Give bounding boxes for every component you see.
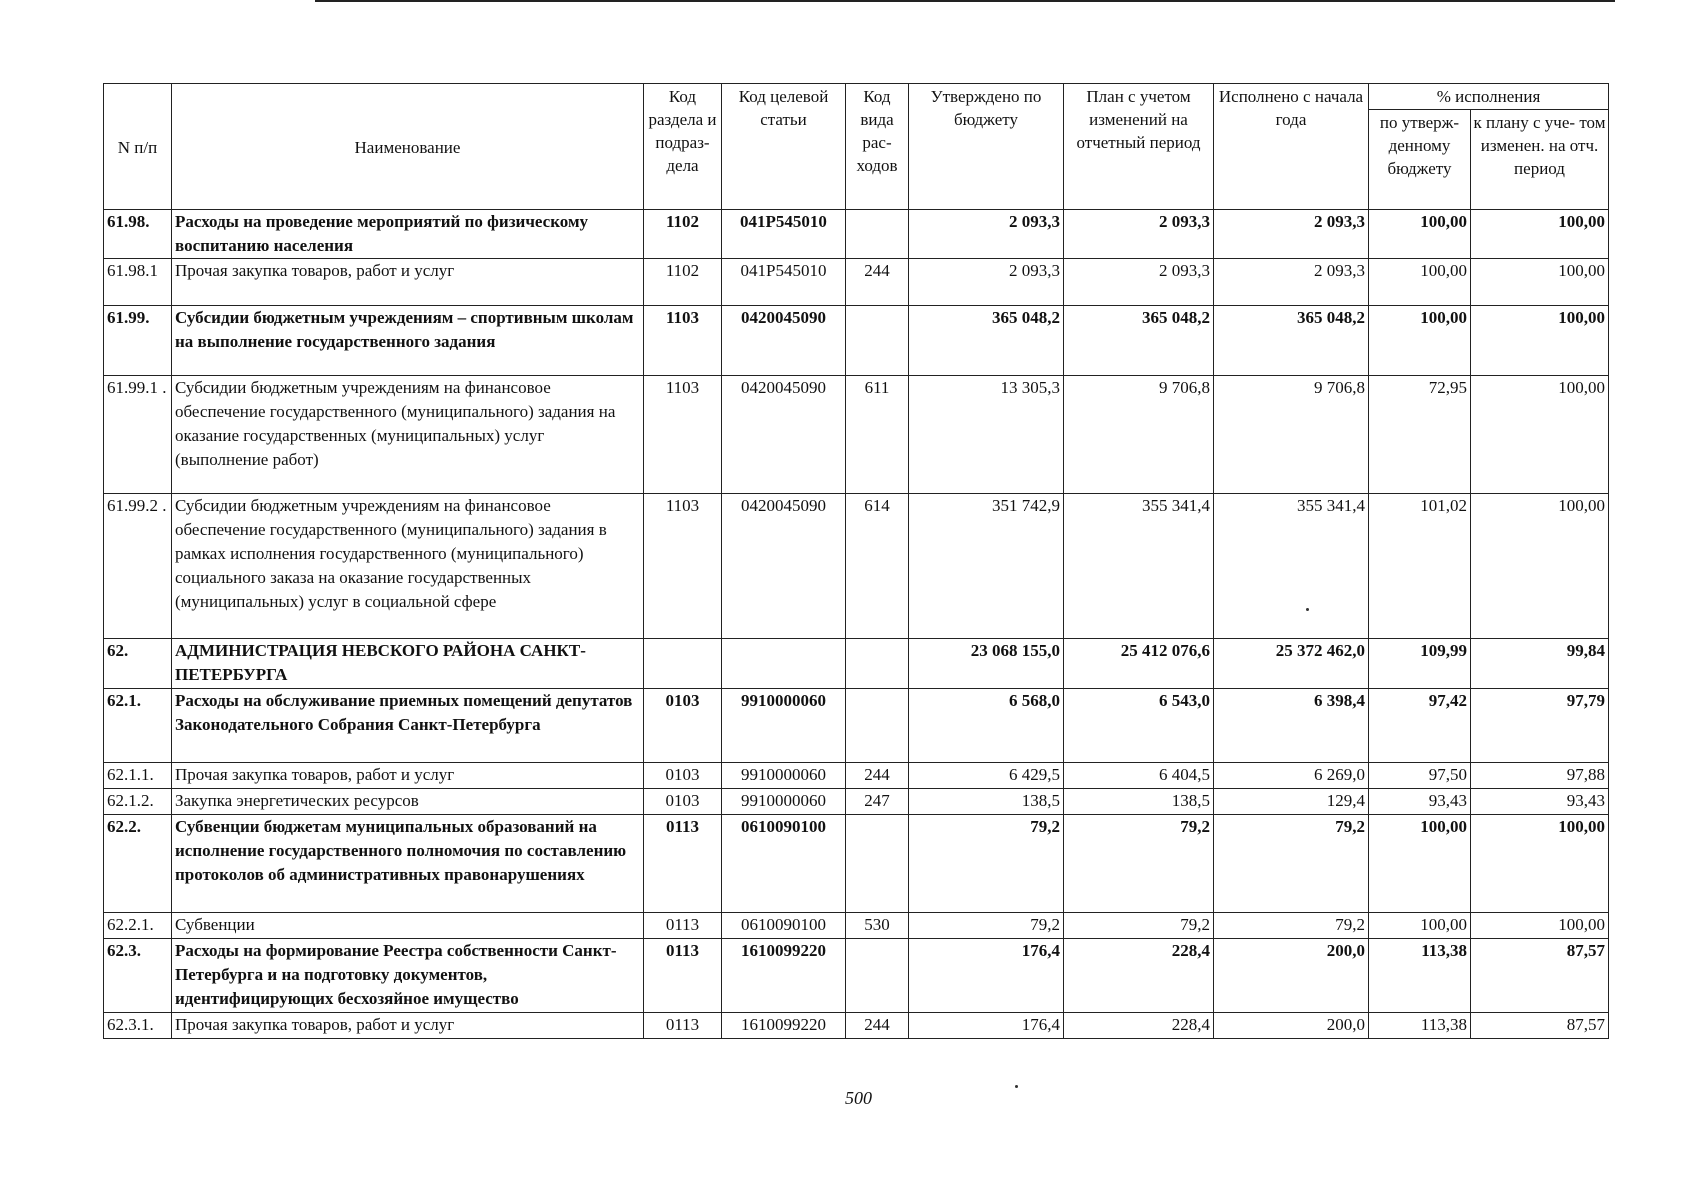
cell-plan: 365 048,2 — [1064, 306, 1214, 376]
cell-name: Субсидии бюджетным учреждениям на финансовое обеспечение государственного (муниципального) задания в рамках исполнения государственного (муниципального) социального заказа на оказание государственных (муниципальных) услуг в социальной сфере — [172, 494, 644, 639]
table-row — [104, 210, 1609, 259]
cell-target — [722, 639, 846, 689]
cell-pct-approved: 100,00 — [1369, 210, 1471, 259]
cell-target: 1610099220 — [722, 1013, 846, 1039]
table-row — [104, 789, 1609, 815]
cell-pct-plan: 100,00 — [1471, 259, 1609, 306]
cell-plan: 79,2 — [1064, 913, 1214, 939]
cell-section: 0103 — [644, 763, 722, 789]
cell-name: Прочая закупка товаров, работ и услуг — [172, 1013, 644, 1039]
cell-executed: 6 398,4 — [1214, 689, 1369, 763]
cell-kind — [846, 639, 909, 689]
col-header-pct-group: % исполнения — [1369, 84, 1609, 110]
cell-pct-approved: 93,43 — [1369, 789, 1471, 815]
cell-num: 62. — [104, 639, 172, 689]
cell-kind — [846, 815, 909, 913]
cell-target: 0420045090 — [722, 376, 846, 494]
cell-section: 1102 — [644, 210, 722, 259]
top-rule — [315, 0, 1615, 2]
cell-pct-plan: 100,00 — [1471, 494, 1609, 639]
cell-kind — [846, 689, 909, 763]
cell-num: 62.2.1. — [104, 913, 172, 939]
cell-approved: 138,5 — [909, 789, 1064, 815]
col-header-expense-code: Код вида рас- ходов — [846, 84, 909, 210]
cell-approved: 176,4 — [909, 1013, 1064, 1039]
budget-execution-table — [103, 83, 1609, 1039]
table-row — [104, 494, 1609, 639]
cell-approved: 2 093,3 — [909, 210, 1064, 259]
cell-target: 0610090100 — [722, 913, 846, 939]
cell-section: 0113 — [644, 939, 722, 1013]
cell-plan: 25 412 076,6 — [1064, 639, 1214, 689]
cell-executed: 2 093,3 — [1214, 210, 1369, 259]
cell-name: Прочая закупка товаров, работ и услуг — [172, 259, 644, 306]
cell-num: 61.99.2 . — [104, 494, 172, 639]
cell-approved: 351 742,9 — [909, 494, 1064, 639]
cell-pct-approved: 101,02 — [1369, 494, 1471, 639]
cell-plan: 2 093,3 — [1064, 210, 1214, 259]
cell-pct-plan: 93,43 — [1471, 789, 1609, 815]
cell-pct-approved: 100,00 — [1369, 306, 1471, 376]
cell-plan: 9 706,8 — [1064, 376, 1214, 494]
cell-approved: 79,2 — [909, 913, 1064, 939]
cell-section: 1103 — [644, 306, 722, 376]
cell-plan: 6 543,0 — [1064, 689, 1214, 763]
table-row — [104, 689, 1609, 763]
cell-name: Расходы на формирование Реестра собственности Санкт-Петербурга и на подготовку документов, идентифицирующих бесхозяйное имущество — [172, 939, 644, 1013]
table-row — [104, 376, 1609, 494]
cell-name: Прочая закупка товаров, работ и услуг — [172, 763, 644, 789]
col-header-approved: Утверждено по бюджету — [909, 84, 1064, 210]
cell-pct-plan: 97,79 — [1471, 689, 1609, 763]
cell-target: 041P545010 — [722, 259, 846, 306]
cell-pct-approved: 109,99 — [1369, 639, 1471, 689]
cell-target: 041P545010 — [722, 210, 846, 259]
cell-executed: 79,2 — [1214, 815, 1369, 913]
cell-kind — [846, 210, 909, 259]
cell-plan: 2 093,3 — [1064, 259, 1214, 306]
cell-name: Расходы на обслуживание приемных помещений депутатов Законодательного Собрания Санкт-Петербурга — [172, 689, 644, 763]
cell-name: АДМИНИСТРАЦИЯ НЕВСКОГО РАЙОНА САНКТ-ПЕТЕРБУРГА — [172, 639, 644, 689]
cell-name: Субсидии бюджетным учреждениям – спортивным школам на выполнение государственного задания — [172, 306, 644, 376]
cell-approved: 2 093,3 — [909, 259, 1064, 306]
cell-approved: 176,4 — [909, 939, 1064, 1013]
cell-plan: 355 341,4 — [1064, 494, 1214, 639]
table-row — [104, 639, 1609, 689]
cell-name: Субвенции — [172, 913, 644, 939]
cell-kind — [846, 939, 909, 1013]
cell-plan: 138,5 — [1064, 789, 1214, 815]
cell-executed: 25 372 462,0 — [1214, 639, 1369, 689]
cell-plan: 228,4 — [1064, 939, 1214, 1013]
cell-pct-approved: 100,00 — [1369, 913, 1471, 939]
cell-num: 61.99. — [104, 306, 172, 376]
cell-section: 0103 — [644, 689, 722, 763]
cell-pct-plan: 100,00 — [1471, 815, 1609, 913]
cell-executed: 200,0 — [1214, 939, 1369, 1013]
cell-kind: 247 — [846, 789, 909, 815]
cell-plan: 6 404,5 — [1064, 763, 1214, 789]
cell-pct-plan: 87,57 — [1471, 1013, 1609, 1039]
cell-executed: 9 706,8 — [1214, 376, 1369, 494]
cell-num: 61.98. — [104, 210, 172, 259]
cell-target: 9910000060 — [722, 689, 846, 763]
cell-plan: 228,4 — [1064, 1013, 1214, 1039]
cell-approved: 6 429,5 — [909, 763, 1064, 789]
cell-target: 9910000060 — [722, 763, 846, 789]
cell-num: 62.1.2. — [104, 789, 172, 815]
cell-num: 62.2. — [104, 815, 172, 913]
cell-target: 0610090100 — [722, 815, 846, 913]
cell-kind — [846, 306, 909, 376]
cell-section: 1103 — [644, 376, 722, 494]
cell-num: 61.98.1 — [104, 259, 172, 306]
col-header-executed: Исполнено с начала года — [1214, 84, 1369, 210]
scan-speck — [1306, 608, 1309, 611]
cell-pct-plan: 99,84 — [1471, 639, 1609, 689]
cell-executed: 79,2 — [1214, 913, 1369, 939]
cell-pct-plan: 100,00 — [1471, 306, 1609, 376]
cell-kind: 244 — [846, 259, 909, 306]
cell-name: Субвенции бюджетам муниципальных образований на исполнение государственного полномочия по составлению протоколов об административных правонарушениях — [172, 815, 644, 913]
cell-pct-approved: 100,00 — [1369, 259, 1471, 306]
col-header-target-code: Код целевой статьи — [722, 84, 846, 210]
cell-pct-approved: 97,50 — [1369, 763, 1471, 789]
cell-num: 62.3.1. — [104, 1013, 172, 1039]
cell-approved: 13 305,3 — [909, 376, 1064, 494]
cell-num: 62.1.1. — [104, 763, 172, 789]
table-row — [104, 815, 1609, 913]
cell-section: 1103 — [644, 494, 722, 639]
cell-pct-approved: 113,38 — [1369, 939, 1471, 1013]
cell-section: 0113 — [644, 815, 722, 913]
cell-pct-plan: 97,88 — [1471, 763, 1609, 789]
cell-pct-approved: 72,95 — [1369, 376, 1471, 494]
cell-num: 62.1. — [104, 689, 172, 763]
cell-pct-approved: 113,38 — [1369, 1013, 1471, 1039]
cell-executed: 355 341,4 — [1214, 494, 1369, 639]
cell-executed: 129,4 — [1214, 789, 1369, 815]
cell-section: 0103 — [644, 789, 722, 815]
cell-plan: 79,2 — [1064, 815, 1214, 913]
cell-kind: 530 — [846, 913, 909, 939]
cell-section: 0113 — [644, 913, 722, 939]
table-row — [104, 306, 1609, 376]
table-row — [104, 763, 1609, 789]
cell-num: 61.99.1 . — [104, 376, 172, 494]
cell-section: 0113 — [644, 1013, 722, 1039]
cell-executed: 365 048,2 — [1214, 306, 1369, 376]
cell-pct-plan: 100,00 — [1471, 210, 1609, 259]
table-body — [104, 210, 1609, 1039]
col-header-pct-approved: по утверж- денному бюджету — [1369, 110, 1471, 210]
col-header-section-code: Код раздела и подраз- дела — [644, 84, 722, 210]
cell-approved: 365 048,2 — [909, 306, 1064, 376]
cell-kind: 611 — [846, 376, 909, 494]
cell-target: 0420045090 — [722, 306, 846, 376]
cell-approved: 23 068 155,0 — [909, 639, 1064, 689]
col-header-pct-plan: к плану с уче- том изменен. на отч. период — [1471, 110, 1609, 210]
cell-approved: 79,2 — [909, 815, 1064, 913]
cell-approved: 6 568,0 — [909, 689, 1064, 763]
table-header — [104, 84, 1609, 210]
page-number: 500 — [845, 1088, 872, 1108]
table-row — [104, 259, 1609, 306]
cell-target: 0420045090 — [722, 494, 846, 639]
cell-kind: 244 — [846, 763, 909, 789]
cell-name: Субсидии бюджетным учреждениям на финансовое обеспечение государственного (муниципального) задания на оказание государственных (муниципальных) услуг (выполнение работ) — [172, 376, 644, 494]
table-row — [104, 913, 1609, 939]
cell-pct-plan: 100,00 — [1471, 913, 1609, 939]
cell-pct-plan: 100,00 — [1471, 376, 1609, 494]
cell-kind: 244 — [846, 1013, 909, 1039]
cell-executed: 200,0 — [1214, 1013, 1369, 1039]
cell-executed: 2 093,3 — [1214, 259, 1369, 306]
cell-section: 1102 — [644, 259, 722, 306]
cell-executed: 6 269,0 — [1214, 763, 1369, 789]
cell-target: 1610099220 — [722, 939, 846, 1013]
col-header-name: Наименование — [172, 84, 644, 210]
table-row — [104, 1013, 1609, 1039]
cell-kind: 614 — [846, 494, 909, 639]
col-header-num: N п/п — [104, 84, 172, 210]
cell-name: Закупка энергетических ресурсов — [172, 789, 644, 815]
cell-num: 62.3. — [104, 939, 172, 1013]
cell-section — [644, 639, 722, 689]
scan-speck — [1015, 1085, 1018, 1088]
table-row — [104, 939, 1609, 1013]
cell-name: Расходы на проведение мероприятий по физическому воспитанию населения — [172, 210, 644, 259]
cell-pct-approved: 100,00 — [1369, 815, 1471, 913]
cell-pct-approved: 97,42 — [1369, 689, 1471, 763]
cell-pct-plan: 87,57 — [1471, 939, 1609, 1013]
cell-target: 9910000060 — [722, 789, 846, 815]
col-header-plan: План с учетом изменений на отчетный период — [1064, 84, 1214, 210]
